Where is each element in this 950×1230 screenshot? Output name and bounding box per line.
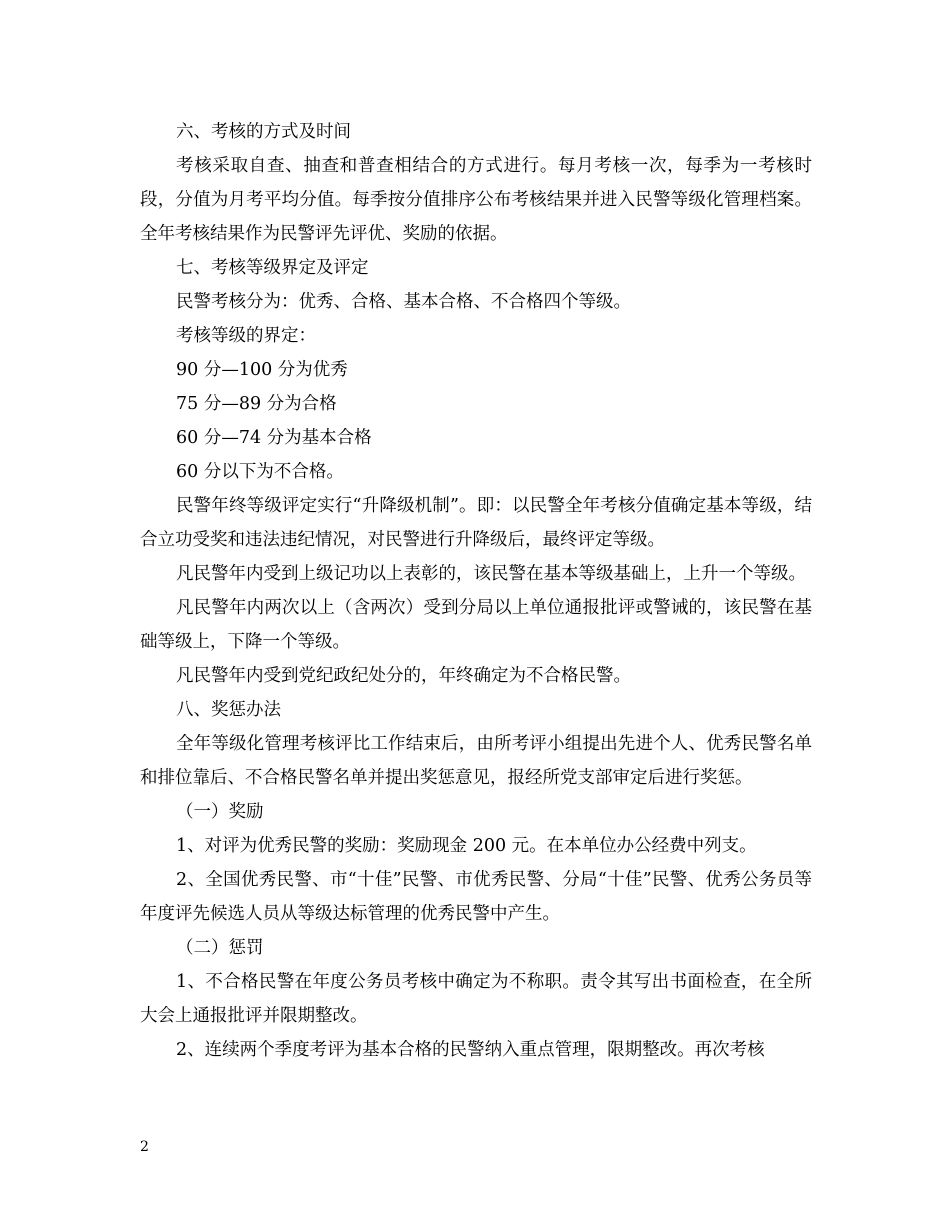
- page-number: 2: [140, 1139, 149, 1155]
- paragraph: 全年等级化管理考核评比工作结束后，由所考评小组提出先进个人、优秀民警名单和排位靠后、不合格民警名单并提出奖惩意见，报经所党支部审定后进行奖惩。: [140, 734, 812, 788]
- document-body: [140, 115, 812, 1067]
- paragraph: 七、考核等级界定及评定: [176, 258, 369, 278]
- paragraph: 2、全国优秀民警、市“十佳”民警、市优秀民警、分局“十佳”民警、优秀公务员等年度评先候选人员从等级达标管理的优秀民警中产生。: [140, 870, 812, 924]
- paragraph: 90 分—100 分为优秀: [176, 360, 348, 380]
- paragraph: 60 分以下为不合格。: [176, 462, 344, 482]
- paragraph: 1、不合格民警在年度公务员考核中确定为不称职。责令其写出书面检查，在全所大会上通报批评并限期整改。: [140, 972, 812, 1026]
- paragraph: 75 分—89 分为合格: [176, 394, 337, 414]
- paragraph: 2、连续两个季度考评为基本合格的民警纳入重点管理，限期整改。再次考核: [176, 1040, 765, 1060]
- paragraph: 民警考核分为：优秀、合格、基本合格、不合格四个等级。: [176, 292, 631, 312]
- paragraph: 凡民警年内受到上级记功以上表彰的，该民警在基本等级基础上，上升一个等级。: [176, 564, 806, 584]
- paragraph: 民警年终等级评定实行“升降级机制”。即：以民警全年考核分值确定基本等级，结合立功受奖和违法违纪情况，对民警进行升降级后，最终评定等级。: [140, 496, 812, 550]
- paragraph: 考核等级的界定：: [176, 326, 316, 346]
- paragraph: 凡民警年内两次以上（含两次）受到分局以上单位通报批评或警诫的，该民警在基础等级上，下降一个等级。: [140, 598, 812, 652]
- paragraph: （二）惩罚: [176, 938, 264, 958]
- paragraph: 60 分—74 分为基本合格: [176, 428, 372, 448]
- paragraph: 考核采取自查、抽查和普查相结合的方式进行。每月考核一次，每季为一考核时段，分值为月考平均分值。每季按分值排序公布考核结果并进入民警等级化管理档案。全年考核结果作为民警评先评优、奖励的依据。: [140, 156, 812, 244]
- paragraph: 六、考核的方式及时间: [176, 122, 351, 142]
- paragraph: 凡民警年内受到党纪政纪处分的，年终确定为不合格民警。: [176, 666, 631, 686]
- paragraph: 八、奖惩办法: [176, 700, 281, 720]
- paragraph: （一）奖励: [176, 802, 264, 822]
- paragraph: 1、对评为优秀民警的奖励：奖励现金 200 元。在本单位办公经费中列支。: [176, 836, 757, 856]
